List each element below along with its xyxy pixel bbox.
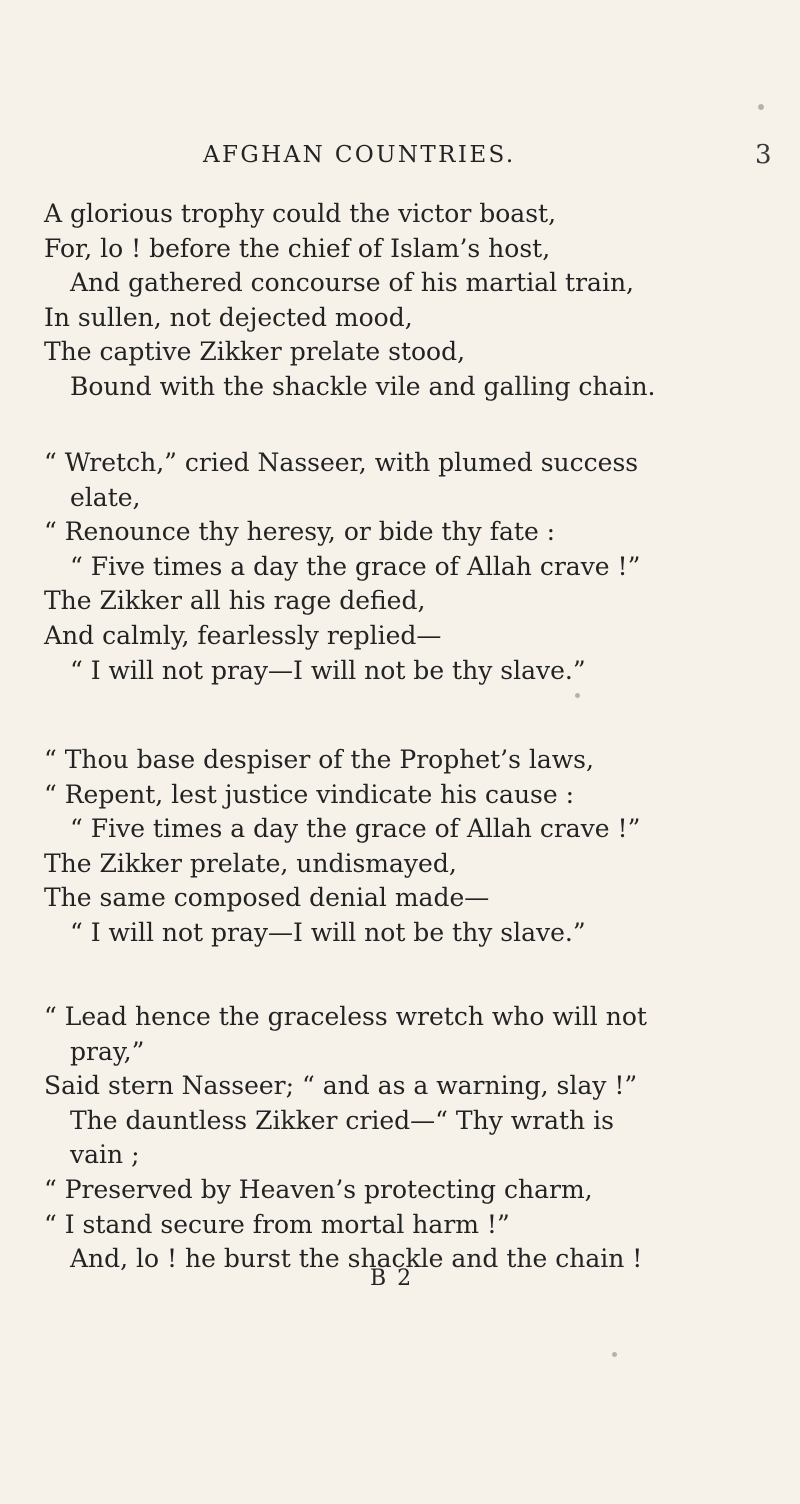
verse-line: “ I will not pray—I will not be thy slave.” [70,918,586,947]
paper-speck [758,104,764,110]
verse-line: “ Lead hence the graceless wretch who will not [44,1002,647,1031]
verse-line: The dauntless Zikker cried—“ Thy wrath is [70,1106,614,1135]
verse-line: “ Five times a day the grace of Allah crave !” [70,814,641,843]
verse-line: A glorious trophy could the victor boast, [44,199,557,228]
verse-line: The same composed denial made— [44,883,490,912]
running-title: AFGHAN COUNTRIES. [203,142,516,168]
paper-speck [575,693,580,698]
verse-line: Bound with the shackle vile and galling chain. [70,372,656,401]
verse-line: “ I will not pray—I will not be thy slave.” [70,656,586,685]
verse-line: And gathered concourse of his martial train, [70,268,635,297]
running-head [0,140,800,180]
verse-line: vain ; [70,1140,140,1169]
verse-line: The Zikker all his rage defied, [44,586,426,615]
verse-line: “ Wretch,” cried Nasseer, with plumed success [44,448,639,477]
verse-line: The captive Zikker prelate stood, [44,337,466,366]
verse-line: And calmly, fearlessly replied— [44,621,442,650]
verse-line: And, lo ! he burst the shackle and the chain ! [70,1244,643,1273]
verse-line: “ Repent, lest justice vindicate his cause : [44,780,575,809]
verse-line: “ Renounce thy heresy, or bide thy fate : [44,517,556,546]
verse-line: “ Five times a day the grace of Allah crave !” [70,552,641,581]
signature-mark: B 2 [370,1266,414,1291]
page-number: 3 [755,140,772,170]
verse-line: “ Preserved by Heaven’s protecting charm, [44,1175,593,1204]
verse-line: The Zikker prelate, undismayed, [44,849,457,878]
paper-speck [612,1352,617,1357]
verse-line: Said stern Nasseer; “ and as a warning, slay !” [44,1071,638,1100]
verse-line: “ Thou base despiser of the Prophet’s laws, [44,745,594,774]
verse-line: For, lo ! before the chief of Islam’s host, [44,234,551,263]
verse-line: “ I stand secure from mortal harm !” [44,1210,510,1239]
verse-line: In sullen, not dejected mood, [44,303,413,332]
verse-line: pray,” [70,1037,145,1066]
verse-line: elate, [70,483,141,512]
